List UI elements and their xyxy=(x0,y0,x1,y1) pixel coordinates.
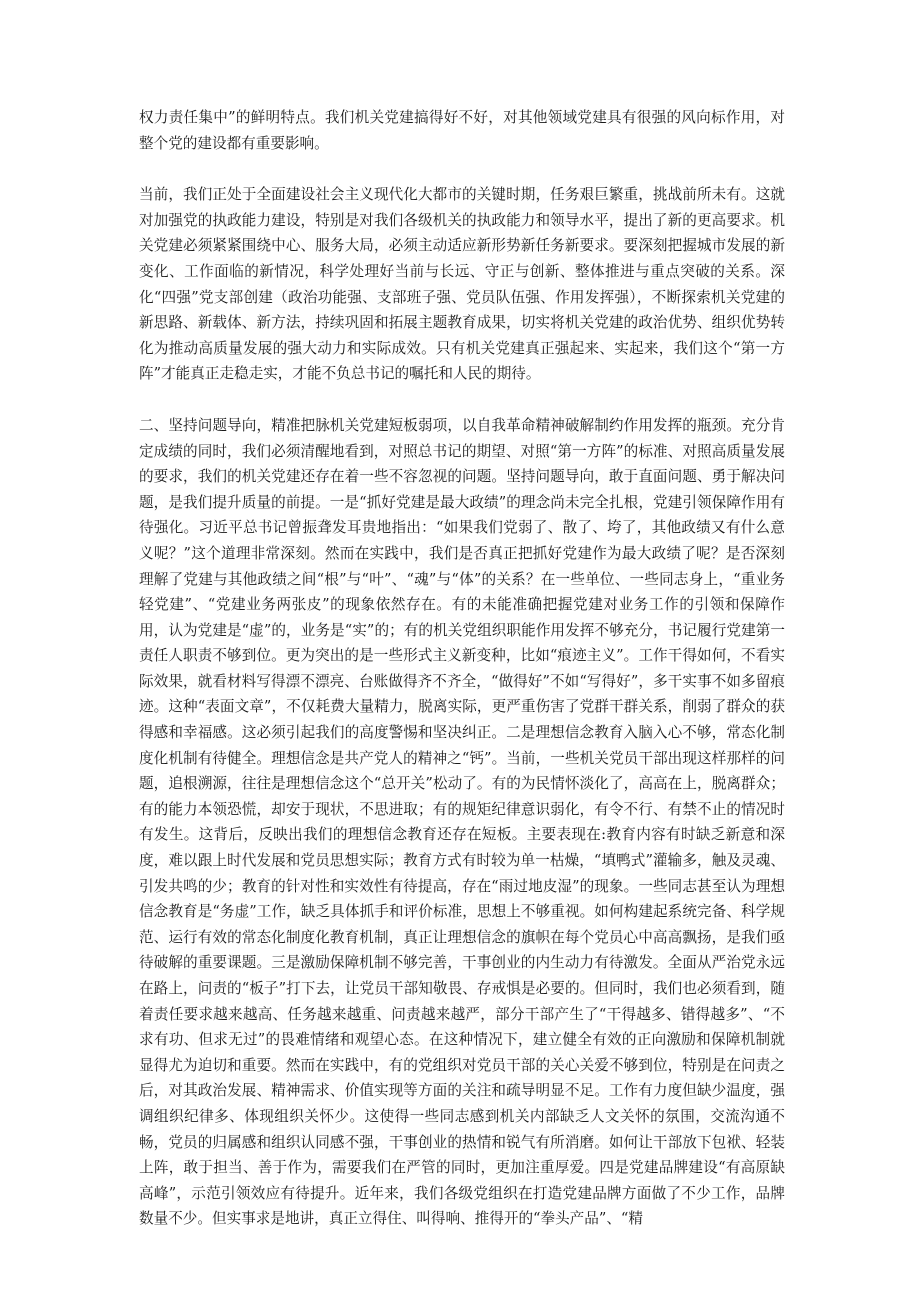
paragraph-continuation: 权力责任集中”的鲜明特点。我们机关党建搞得好不好，对其他领域党建具有很强的风向标作用，对整个党的建设都有重要影响。 xyxy=(139,109,785,152)
paragraph-problem-orientation: 二、坚持问题导向，精准把脉机关党建短板弱项，以自我革命精神破解制约作用发挥的瓶颈。充分肯定成绩的同时，我们必须清醒地看到，对照总书记的期望、对照“第一方阵”的标准、对照高质量发展的要求，我们的机关党建还存在着一些不容忽视的问题。坚持问题导向，敢于直面问题、勇于解决问题，是我们提升质量的前提。一是“抓好党建是最大政绩”的理念尚未完全扎根，党建引领保障作用有待强化。习近平总书记曾振聋发耳贵地指出：“如果我们党弱了、散了、垮了，其他政绩又有什么意义呢？”这个道理非常深刻。然而在实践中，我们是否真正把抓好党建作为最大政绩了呢？是否深刻理解了党建与其他政绩之间“根”与“叶”、“魂”与“体”的关系？在一些单位、一些同志身上，“重业务轻党建”、“党建业务两张皮”的现象依然存在。有的未能准确把握党建对业务工作的引领和保障作用，认为党建是“虚”的，业务是“实”的；有的机关党组织职能作用发挥不够充分，书记履行党建第一责任人职责不够到位。更为突出的是一些形式主义新变种，比如“痕迹主义”。工作干得如何，不看实际效果，就看材料写得漂不漂亮、台账做得齐不齐全，“做得好”不如“写得好”，多干实事不如多留痕迹。这种“表面文章”，不仅耗费大量精力，脱离实际，更严重伤害了党群干群关系，削弱了群众的获得感和幸福感。这必须引起我们的高度警惕和坚决纠正。二是理想信念教育入脑入心不够，常态化制度化机制有待健全。理想信念是共产党人的精神之“钙”。当前，一些机关党员干部出现这样那样的问题，追根溯源，往往是理想信念这个“总开关”松动了。有的为民情怀淡化了，高高在上，脱离群众；有的能力本领恐慌，却安于现状，不思进取；有的规矩纪律意识弱化，有令不行、有禁不止的情况时有发生。这背后，反映出我们的理想信念教育还存在短板。主要表现在:教育内容有时缺乏新意和深度，难以跟上时代发展和党员思想实际；教育方式有时较为单一枯燥，“填鸭式”灌输多，触及灵魂、引发共鸣的少；教育的针对性和实效性有待提高，存在“雨过地皮湿”的现象。一些同志甚至认为理想信念教育是“务虚”工作，缺乏具体抓手和评价标准，思想上不够重视。如何构建起系统完备、科学规范、运行有效的常态化制度化教育机制，真正让理想信念的旗帜在每个党员心中高高飘扬，是我们亟待破解的重要课题。三是激励保障机制不够完善，干事创业的内生动力有待激发。全面从严治党永远在路上，问责的“板子”打下去，让党员干部知敬畏、存戒惧是必要的。但同时，我们也必须看到，随着责任要求越来越高、任务越来越重、问责越来越严，部分干部产生了“干得越多、错得越多”、“不求有功、但求无过”的畏难情绪和观望心态。在这种情况下，建立健全有效的正向激励和保障机制就显得尤为迫切和重要。然而在实践中，有的党组织对党员干部的关心关爱不够到位，特别是在问责之后，对其政治发展、精神需求、价值实现等方面的关注和疏导明显不足。工作有力度但缺少温度，强调组织纪律多、体现组织关怀少。这使得一些同志感到机关内部缺乏人文关怀的氛围，交流沟通不畅，党员的归属感和组织认同感不强，干事创业的热情和锐气有所消磨。如何让干部放下包袱、轻装上阵，敢于担当、善于作为，需要我们在严管的同时，更加注重厚爱。四是党建品牌建设“有高原缺高峰”，示范引领效应有待提升。近年来，我们各级党组织在打造党建品牌方面做了不少工作，品牌数量不少。但实事求是地讲，真正立得住、叫得响、推得开的“拳头产品”、“精 xyxy=(139,416,785,1228)
document-body xyxy=(139,105,785,1258)
paragraph-current-situation: 当前，我们正处于全面建设社会主义现代化大都市的关键时期，任务艰巨繁重，挑战前所未有。这就对加强党的执政能力建设，特别是对我们各级机关的执政能力和领导水平，提出了新的更高要求。机关党建必须紧紧围绕中心、服务大局，必须主动适应新形势新任务新要求。要深刻把握城市发展的新变化、工作面临的新情况，科学处理好当前与长远、守正与创新、整体推进与重点突破的关系。深化“四强”党支部创建（政治功能强、支部班子强、党员队伍强、作用发挥强），不断探索机关党建的新思路、新载体、新方法，持续巩固和拓展主题教育成果，切实将机关党建的政治优势、组织优势转化为推动高质量发展的强大动力和实际成效。只有机关党建真正强起来、实起来，我们这个“第一方阵”才能真正走稳走实，才能不负总书记的嘱托和人民的期待。 xyxy=(139,186,785,383)
